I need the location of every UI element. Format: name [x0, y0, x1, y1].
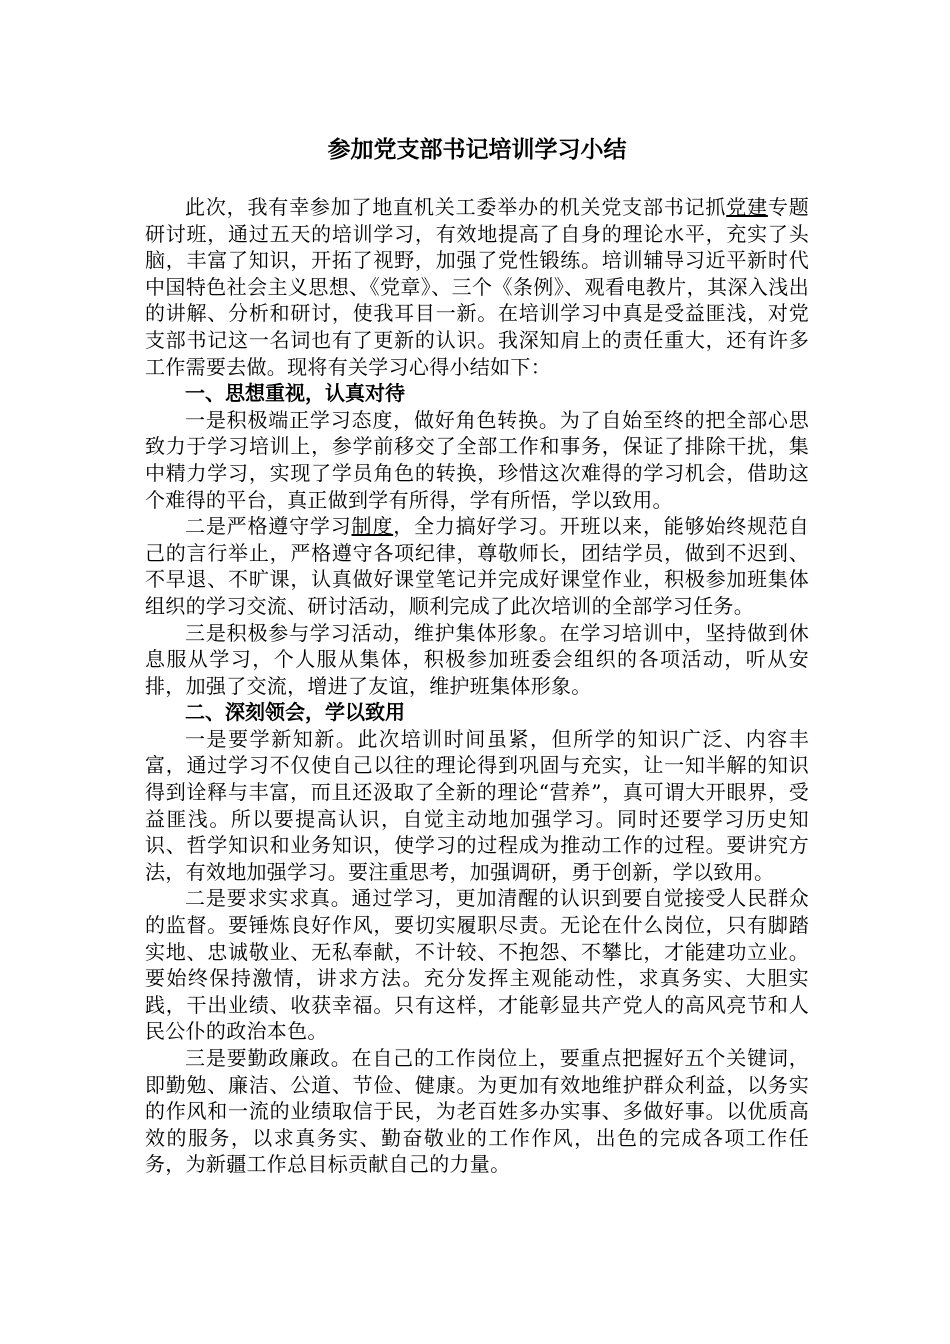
section-1-paragraph-2	[145, 513, 809, 619]
section-1-p2-text-start: 二是严格遵守学习	[185, 514, 352, 539]
section-1-p2-text-end: ，全力搞好学习。开班以来，能够始终规范自己的言行举止，严格遵守各项纪律，尊敬师长，团结学员，做到不迟到、不早退、不旷课，认真做好课堂笔记并完成好课堂作业，积极参加班集体组织的学习交流、研讨活动，顺利完成了此次培训的全部学习任务。	[145, 514, 810, 618]
section-2-paragraph-1: 一是要学新知新。此次培训时间虽紧，但所学的知识广泛、内容丰富，通过学习不仅使自己以往的理论得到巩固与充实，让一知半解的知识得到诠释与丰富，而且还汲取了全新的理论“营养”，真可谓大开眼界，受益匪浅。所以要提高认识，自觉主动地加强学习。同时还要学习历史知识、哲学知识和业务知识，使学习的过程成为推动工作的过程。要讲究方法，有效地加强学习。要注重思考，加强调研，勇于创新，学以致用。	[145, 726, 809, 884]
party-building-link[interactable]: 党建	[726, 195, 768, 219]
section-2-heading: 二、深刻领会，学以致用	[185, 700, 405, 725]
document-page	[145, 130, 809, 1178]
document-title: 参加党支部书记培训学习小结	[327, 137, 627, 163]
section-1-paragraph-1: 一是积极端正学习态度，做好角色转换。为了自始至终的把全部心思致力于学习培训上，参学前移交了全部工作和事务，保证了排除干扰，集中精力学习，实现了学员角色的转换，珍惜这次难得的学习机会，借助这个难得的平台，真正做到学有所得，学有所悟，学以致用。	[145, 407, 809, 512]
section-1-paragraph-3: 三是积极参与学习活动，维护集体形象。在学习培训中，坚持做到休息服从学习，个人服从集体，积极参加班委会组织的各项活动，听从安排，加强了交流，增进了友谊，维护班集体形象。	[145, 620, 809, 698]
section-1-heading: 一、思想重视，认真对待	[185, 381, 405, 406]
section-2-paragraph-2: 二是要求实求真。通过学习，更加清醒的认识到要自觉接受人民群众的监督。要锤炼良好作风，要切实履职尽责。无论在什么岗位，只有脚踏实地、忠诚敬业、无私奉献，不计较、不抱怨、不攀比，才能建功立业。要始终保持激情，讲求方法。充分发挥主观能动性，求真务实、大胆实践，干出业绩、收获幸福。只有这样，才能彰显共产党人的高风亮节和人民公仆的政治本色。	[145, 886, 809, 1044]
section-2-paragraph-3: 三是要勤政廉政。在自己的工作岗位上，要重点把握好五个关键词，即勤勉、廉洁、公道、节俭、健康。为更加有效地维护群众利益，以务实的作风和一流的业绩取信于民，为老百姓多办实事、多做好事。以优质高效的服务，以求真务实、勤奋敬业的工作作风，出色的完成各项工作任务，为新疆工作总目标贡献自己的力量。	[145, 1046, 809, 1177]
intro-text-start: 此次，我有幸参加了地直机关工委举办的机关党支部书记抓	[185, 195, 727, 219]
intro-text-end: 专题研讨班，通过五天的培训学习，有效地提高了自身的理论水平，充实了头脑，丰富了知识，开拓了视野，加强了党性锻练。培训辅导习近平新时代中国特色社会主义思想、《党章》、三个《条例》、观看电教片，其深入浅出的讲解、分析和研讨，使我耳目一新。在培训学习中真是受益匪浅，对党支部书记这一名词也有了更新的认识。我深知肩上的责任重大，还有许多工作需要去做。现将有关学习心得小结如下：	[145, 195, 809, 379]
system-link[interactable]: 制度	[351, 514, 394, 539]
intro-paragraph	[145, 194, 809, 380]
